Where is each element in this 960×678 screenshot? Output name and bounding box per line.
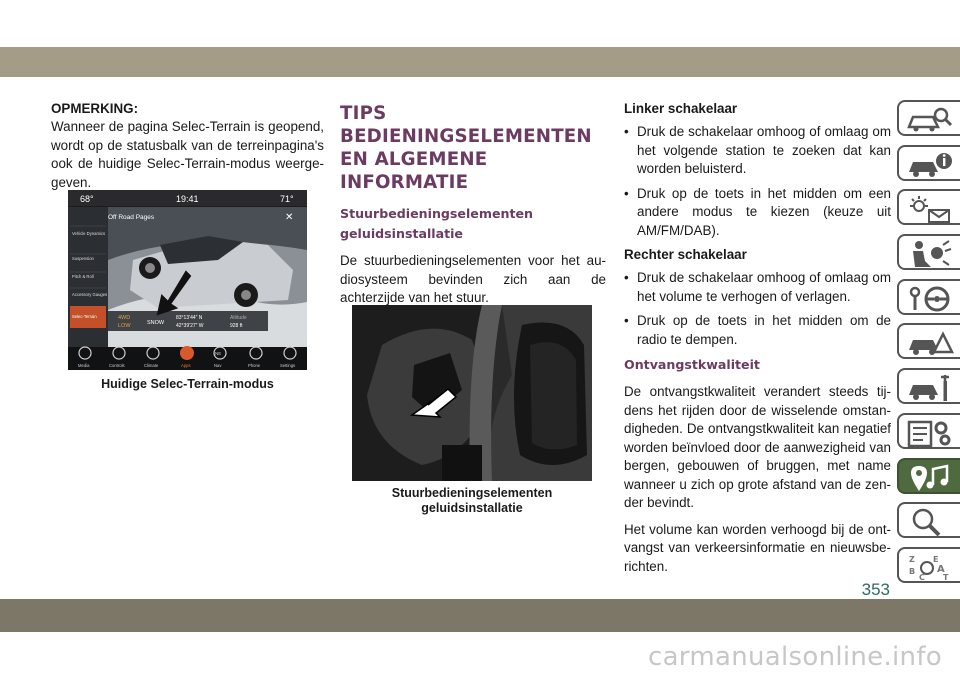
watermark-text[interactable]: carmanualsonline.info xyxy=(647,642,942,672)
screen-longitude: 42°39'27" W xyxy=(176,323,204,329)
screen-temp-right: 71° xyxy=(280,194,294,204)
screen-temp-left: 68° xyxy=(80,194,94,204)
svg-text:E: E xyxy=(933,554,939,564)
tab-car-inspection[interactable] xyxy=(897,100,960,136)
screen-mode-4wd: 4WD xyxy=(118,315,131,321)
screen-altitude-label: Altitude xyxy=(230,315,247,321)
chapter-tabs xyxy=(897,100,960,592)
steering-wheel-key-icon xyxy=(905,284,955,314)
reception-paragraph-1: De ontvangstkwaliteit verandert steeds tij-dens het rijden door de wisselende omstan-digheden. De ontvangstkwaliteit kan negatief worden beïnvloed door de aanwezigheid van bergen, gebouwen of bruggen, met name wanneer u zich op grote afstand van de zen-der bevindt. xyxy=(624,384,891,510)
header-band xyxy=(0,47,960,77)
screen-side-item[interactable]: Vehicle Dynamics xyxy=(72,231,106,236)
column-right xyxy=(624,100,891,576)
screen-bottom-item[interactable]: Settings xyxy=(280,363,296,368)
screen-bottom-item[interactable]: Media xyxy=(78,363,90,368)
screen-bottom-item[interactable]: Apps xyxy=(181,363,191,368)
tab-safety[interactable] xyxy=(897,234,960,270)
list-item: • Druk op de toets in het midden om een andere modus te kiezen (keuze uit AM/FM/DAB). xyxy=(624,185,891,241)
left-switch-list xyxy=(624,123,891,240)
screen-side-item[interactable]: Pitch & Roll xyxy=(72,274,94,279)
selec-terrain-screen-figure xyxy=(68,190,307,370)
screen-nav-badge: NE xyxy=(215,351,222,356)
car-magnifier-icon xyxy=(905,105,955,135)
tab-multimedia[interactable] xyxy=(897,458,960,494)
screen-close-icon[interactable]: ✕ xyxy=(285,212,294,223)
list-item: • Druk de schakelaar omhoog of omlaag om het volume te verhogen of verlagen. xyxy=(624,269,891,306)
steering-controls-figure xyxy=(352,305,592,481)
tab-warning-lights[interactable] xyxy=(897,189,960,225)
note-heading: OPMERKING: xyxy=(51,101,139,116)
section-title: TIPS BEDIENINGSELEMENTEN EN ALGEMENE INFORMATIE xyxy=(340,103,592,193)
svg-text:B: B xyxy=(909,566,916,576)
screen-mode-low: LOW xyxy=(118,323,131,329)
touchscreen-image xyxy=(68,190,307,370)
screen-mode-snow: SNOW xyxy=(147,320,165,326)
svg-text:A: A xyxy=(937,563,945,575)
note-body: Wanneer de pagina Selec-Terrain is geopend, wordt op de statusbalk van de terreinpagina's ook de huidige Selec-Terrain-modus weerge-geven. xyxy=(51,119,324,190)
svg-text:Z: Z xyxy=(909,554,915,564)
tab-emergency[interactable] xyxy=(897,323,960,359)
column-left xyxy=(51,100,324,192)
car-warning-triangle-icon xyxy=(905,328,955,358)
tab-starting-driving[interactable] xyxy=(897,279,960,315)
car-info-icon xyxy=(905,150,955,180)
screen-side-item[interactable]: Accessory Gauges xyxy=(72,292,108,297)
car-wrench-icon xyxy=(905,373,955,403)
checklist-gears-icon xyxy=(905,418,955,448)
right-switch-list xyxy=(624,269,891,349)
screen-side-item[interactable]: Selec-Terrain xyxy=(72,314,97,319)
steering-controls-body: De stuurbedieningselementen voor het au-diosysteem bevinden zich aan de achterzijde van het stuur. xyxy=(340,253,606,305)
column-middle xyxy=(340,100,606,308)
tab-language[interactable] xyxy=(897,547,960,583)
figure-caption-middle: Stuurbedieningselementen geluidsinstallatie xyxy=(391,486,553,515)
svg-text:T: T xyxy=(943,572,949,582)
tab-index[interactable] xyxy=(897,502,960,538)
tab-servicing[interactable] xyxy=(897,368,960,404)
list-item: • Druk de schakelaar omhoog of omlaag om het volgende station te zoeken dat kan worden beluisterd. xyxy=(624,123,891,179)
screen-bottom-item[interactable]: Controls xyxy=(109,363,125,368)
footer-band xyxy=(0,599,960,632)
left-switch-heading: Linker schakelaar xyxy=(624,101,738,116)
magnifier-icon xyxy=(905,507,955,537)
tab-car-info[interactable] xyxy=(897,145,960,181)
svg-text:C: C xyxy=(919,572,925,582)
list-item: • Druk op de toets in het midden om de radio te dempen. xyxy=(624,312,891,349)
screen-bottom-item[interactable]: Climate xyxy=(144,363,159,368)
music-navigation-icon xyxy=(905,463,955,493)
figure-caption-left: Huidige Selec-Terrain-modus xyxy=(101,377,274,391)
steering-wheel-photo xyxy=(352,305,592,481)
screen-time: 19:41 xyxy=(176,194,199,204)
language-index-icon xyxy=(905,552,955,582)
page-number: 353 xyxy=(861,580,890,599)
screen-bottom-item[interactable]: Nav xyxy=(214,363,222,368)
right-switch-heading: Rechter schakelaar xyxy=(624,247,747,262)
warning-light-message-icon xyxy=(905,194,955,224)
screen-side-item[interactable]: Suspension xyxy=(72,256,94,261)
screen-latitude: 83°13'44" N xyxy=(176,315,203,321)
screen-altitude-value: 928 ft xyxy=(230,323,243,329)
screen-bottom-item[interactable]: Phone xyxy=(248,363,261,368)
screen-page-title: Off Road Pages xyxy=(108,214,155,221)
reception-paragraph-2: Het volume kan worden verhoogd bij de ont-vangst van verkeersinformatie en nieuwsbe-richten. xyxy=(624,521,891,574)
seat-airbag-icon xyxy=(905,239,955,269)
section-subtitle: Stuurbedieningselementen geluidsinstallatie xyxy=(340,206,533,241)
reception-heading: Ontvangstkwaliteit xyxy=(624,357,760,372)
tab-technical-specs[interactable] xyxy=(897,413,960,449)
